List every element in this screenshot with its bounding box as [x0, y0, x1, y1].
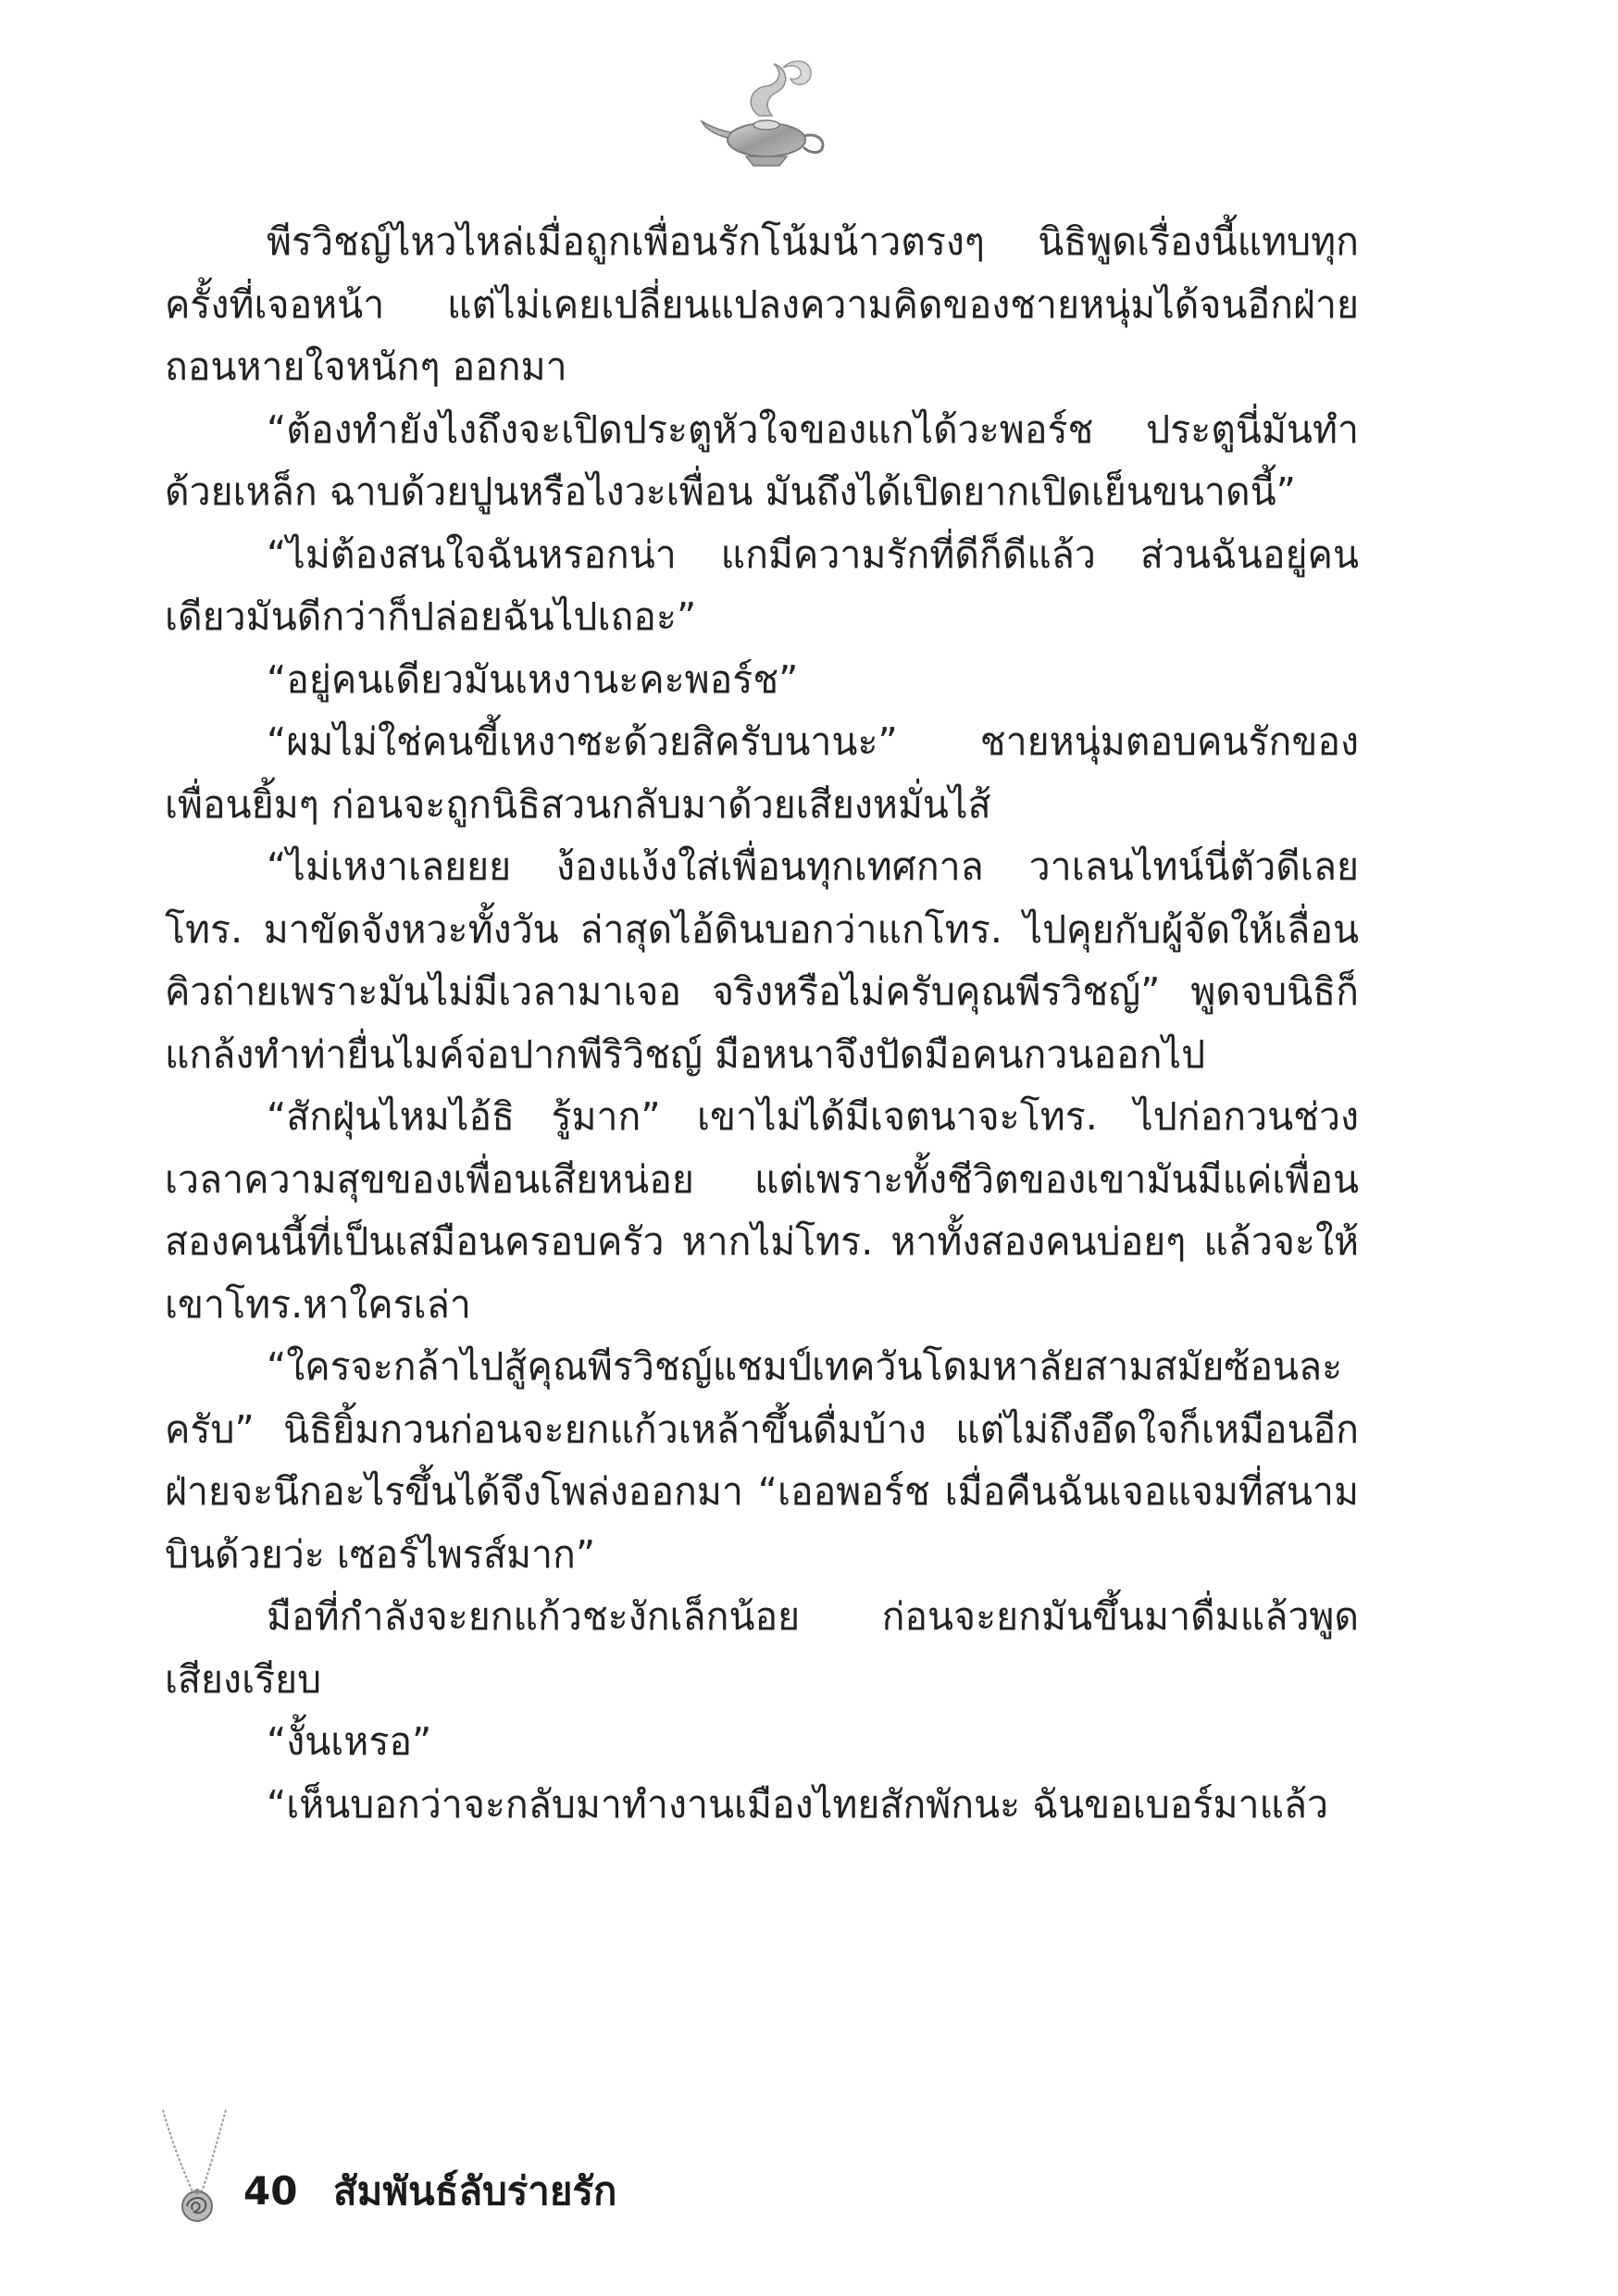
body-text	[165, 211, 1359, 1836]
paragraph: “สักฝุ่นไหมไอ้ธิ รู้มาก” เขาไม่ได้มีเจตนาจะโทร. ไปก่อกวนช่วงเวลาความสุขของเพื่อนเสียหน่อย แต่เพราะทั้งชีวิตของเขามันมีแค่เพื่อนสองคนนี้ที่เป็นเสมือนครอบครัว หากไม่โทร. หาทั้งสองคนบ่อยๆ แล้วจะให้เขาโทร.หาใครเล่า	[165, 1094, 1359, 1327]
book-title: สัมพันธ์ลับร่ายรัก	[333, 2168, 617, 2214]
page-number: 40	[243, 2168, 298, 2214]
paragraph: “ผมไม่ใช่คนขี้เหงาซะด้วยสิครับนานะ” ชายหนุ่มตอบคนรักของเพื่อนยิ้มๆ ก่อนจะถูกนิธิสวนกลับมาด้วยเสียงหมั่นไส้	[165, 719, 1359, 827]
paragraph: มือที่กำลังจะยกแก้วชะงักเล็กน้อย ก่อนจะยกมันขึ้นมาดื่มแล้วพูดเสียงเรียบ	[165, 1594, 1359, 1702]
paragraph: “เห็นบอกว่าจะกลับมาทำงานเมืองไทยสักพักนะ ฉันขอเบอร์มาแล้ว	[267, 1781, 1329, 1827]
paragraph: “อยู่คนเดียวมันเหงานะคะพอร์ช”	[267, 656, 799, 702]
paragraph: “งั้นเหรอ”	[267, 1719, 432, 1764]
necklace-pendant-icon	[159, 2106, 233, 2227]
paragraph: “ต้องทำยังไงถึงจะเปิดประตูหัวใจของแกได้วะพอร์ช ประตูนี่มันทำด้วยเหล็ก ฉาบด้วยปูนหรือไงวะเพื่อน มันถึงได้เปิดยากเปิดเย็นขนาดนี้”	[165, 406, 1359, 514]
paragraph: พีรวิชญ์ไหวไหล่เมื่อถูกเพื่อนรักโน้มน้าวตรงๆ นิธิพูดเรื่องนี้แทบทุกครั้งที่เจอหน้า แต่ไม่เคยเปลี่ยนแปลงความคิดของชายหนุ่มได้จนอีกฝ่ายถอนหายใจหนักๆ ออกมา	[165, 219, 1359, 389]
paragraph: “ใครจะกล้าไปสู้คุณพีรวิชญ์แชมป์เทควันโดมหาลัยสามสมัยซ้อนละครับ” นิธิยิ้มกวนก่อนจะยกแก้วเหล้าขึ้นดื่มบ้าง แต่ไม่ถึงอึดใจก็เหมือนอีกฝ่ายจะนึกอะไรขึ้นได้จึงโพล่งออกมา “เออพอร์ช เมื่อคืนฉันเจอแจมที่สนามบินด้วยว่ะ เซอร์ไพรส์มาก”	[165, 1344, 1359, 1577]
genie-lamp-ornament-icon	[694, 51, 833, 176]
paragraph: “ไม่ต้องสนใจฉันหรอกน่า แกมีความรักที่ดีก็ดีแล้ว ส่วนฉันอยู่คนเดียวมันดีกว่าก็ปล่อยฉันไปเถอะ”	[165, 531, 1359, 639]
paragraph: “ไม่เหงาเลยยย ง้องแง้งใส่เพื่อนทุกเทศกาล วาเลนไทน์นี่ตัวดีเลยโทร. มาขัดจังหวะทั้งวัน ล่าสุดไอ้ดินบอกว่าแกโทร. ไปคุยกับผู้จัดให้เลื่อนคิวถ่ายเพราะมันไม่มีเวลามาเจอ จริงหรือไม่ครับคุณพีรวิชญ์” พูดจบนิธิก็แกล้งทำท่ายื่นไมค์จ่อปากพีริวิชญ์ มือหนาจึงปัดมือคนกวนออกไป	[165, 844, 1359, 1077]
